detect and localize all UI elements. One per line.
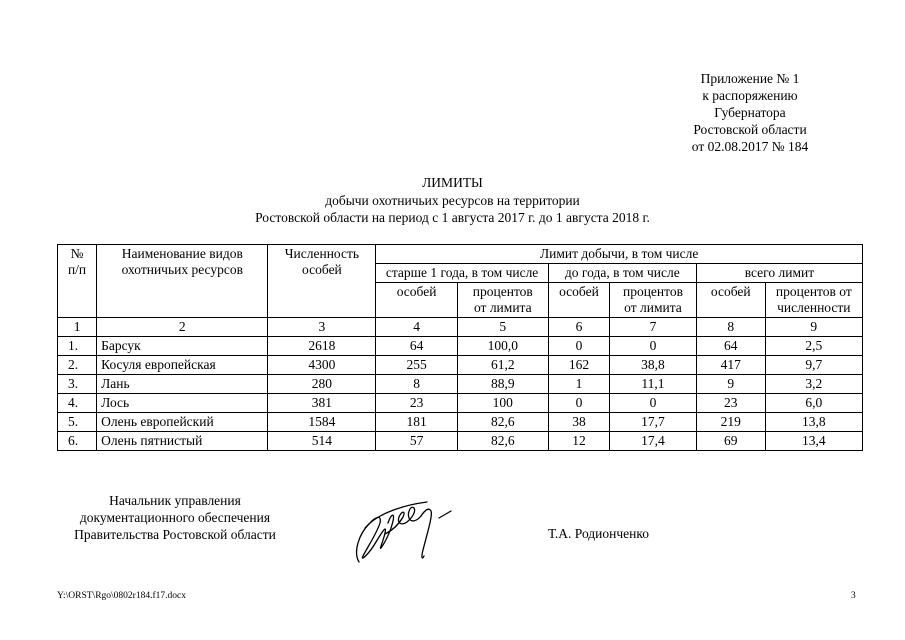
younger-individuals: 0 <box>548 337 609 356</box>
older-percent: 61,2 <box>457 356 548 375</box>
population-count: 381 <box>268 394 376 413</box>
annex-number: Приложение № 1 <box>700 71 800 86</box>
older-percent: 100,0 <box>457 337 548 356</box>
annex-block <box>640 70 860 155</box>
older-individuals: 181 <box>376 413 457 432</box>
species-name: Барсук <box>97 337 268 356</box>
header-row-1 <box>58 245 863 264</box>
younger-percent: 11,1 <box>610 375 697 394</box>
signatory-position-line2: документационного обеспечения <box>79 510 271 525</box>
header-older-than-1-year: старше 1 года, в том числе <box>376 264 548 283</box>
older-individuals: 57 <box>376 432 457 451</box>
header-older-individuals: особей <box>376 283 457 318</box>
page-number: 3 <box>851 591 856 601</box>
column-number: 2 <box>97 318 268 337</box>
signatory-position-line1: Начальник управления <box>109 493 241 508</box>
header-population: Численность особей <box>268 245 376 318</box>
column-number: 1 <box>58 318 97 337</box>
table-row <box>58 375 863 394</box>
handwritten-signature <box>345 490 465 570</box>
total-limit: 23 <box>696 394 765 413</box>
table-row <box>58 413 863 432</box>
header-under-1-year: до года, в том числе <box>548 264 696 283</box>
older-percent: 100 <box>457 394 548 413</box>
header-total-individuals: особей <box>696 283 765 318</box>
percent-of-population: 13,4 <box>765 432 862 451</box>
signatory-position <box>55 492 295 543</box>
annex-region: Ростовской области <box>693 122 807 137</box>
signatory-name: Т.А. Родионченко <box>548 526 649 541</box>
row-number: 4. <box>58 394 97 413</box>
younger-percent: 0 <box>610 337 697 356</box>
younger-percent: 38,8 <box>610 356 697 375</box>
population-count: 2618 <box>268 337 376 356</box>
percent-of-population: 2,5 <box>765 337 862 356</box>
species-name: Лось <box>97 394 268 413</box>
total-limit: 9 <box>696 375 765 394</box>
annex-date: от 02.08.2017 № 184 <box>691 139 809 154</box>
younger-percent: 17,4 <box>610 432 697 451</box>
total-limit: 219 <box>696 413 765 432</box>
header-num: № п/п <box>58 245 97 318</box>
younger-percent: 17,7 <box>610 413 697 432</box>
older-percent: 88,9 <box>457 375 548 394</box>
column-number-row <box>58 318 863 337</box>
column-number: 8 <box>696 318 765 337</box>
older-percent: 82,6 <box>457 432 548 451</box>
percent-of-population: 6,0 <box>765 394 862 413</box>
table-row <box>58 394 863 413</box>
total-limit: 417 <box>696 356 765 375</box>
percent-of-population: 13,8 <box>765 413 862 432</box>
younger-individuals: 38 <box>548 413 609 432</box>
table-row <box>58 356 863 375</box>
header-younger-individuals: особей <box>548 283 609 318</box>
column-number: 9 <box>765 318 862 337</box>
header-species-name: Наименование видов охотничьих ресурсов <box>97 245 268 318</box>
row-number: 3. <box>58 375 97 394</box>
row-number: 6. <box>58 432 97 451</box>
title-heading: ЛИМИТЫ <box>422 175 483 190</box>
younger-individuals: 0 <box>548 394 609 413</box>
table-row <box>58 432 863 451</box>
total-limit: 64 <box>696 337 765 356</box>
file-path: Y:\ORST\Rgo\0802r184.f17.docx <box>57 591 186 601</box>
percent-of-population: 3,2 <box>765 375 862 394</box>
title-period: Ростовской области на период с 1 августа 2017 г. до 1 августа 2018 г. <box>255 210 650 225</box>
population-count: 280 <box>268 375 376 394</box>
document-title <box>0 174 905 227</box>
younger-individuals: 12 <box>548 432 609 451</box>
header-limit-group: Лимит добычи, в том числе <box>376 245 863 264</box>
limits-table <box>57 244 863 451</box>
signatory-position-line3: Правительства Ростовской области <box>74 527 276 542</box>
older-percent: 82,6 <box>457 413 548 432</box>
row-number: 5. <box>58 413 97 432</box>
species-name: Косуля европейская <box>97 356 268 375</box>
total-limit: 69 <box>696 432 765 451</box>
column-number: 5 <box>457 318 548 337</box>
column-number: 7 <box>610 318 697 337</box>
header-younger-percent: процентов от лимита <box>610 283 697 318</box>
row-number: 2. <box>58 356 97 375</box>
table-row <box>58 337 863 356</box>
population-count: 514 <box>268 432 376 451</box>
younger-individuals: 162 <box>548 356 609 375</box>
older-individuals: 255 <box>376 356 457 375</box>
population-count: 4300 <box>268 356 376 375</box>
column-number: 4 <box>376 318 457 337</box>
older-individuals: 23 <box>376 394 457 413</box>
species-name: Олень европейский <box>97 413 268 432</box>
header-total-limit: всего лимит <box>696 264 862 283</box>
row-number: 1. <box>58 337 97 356</box>
header-older-percent: процентов от лимита <box>457 283 548 318</box>
header-total-percent: процентов от численности <box>765 283 862 318</box>
species-name: Олень пятнистый <box>97 432 268 451</box>
older-individuals: 8 <box>376 375 457 394</box>
annex-governor: Губернатора <box>714 105 786 120</box>
older-individuals: 64 <box>376 337 457 356</box>
species-name: Лань <box>97 375 268 394</box>
column-number: 3 <box>268 318 376 337</box>
column-number: 6 <box>548 318 609 337</box>
younger-percent: 0 <box>610 394 697 413</box>
annex-to-order: к распоряжению <box>702 88 798 103</box>
title-subtitle: добычи охотничьих ресурсов на территории <box>325 192 580 208</box>
percent-of-population: 9,7 <box>765 356 862 375</box>
younger-individuals: 1 <box>548 375 609 394</box>
population-count: 1584 <box>268 413 376 432</box>
